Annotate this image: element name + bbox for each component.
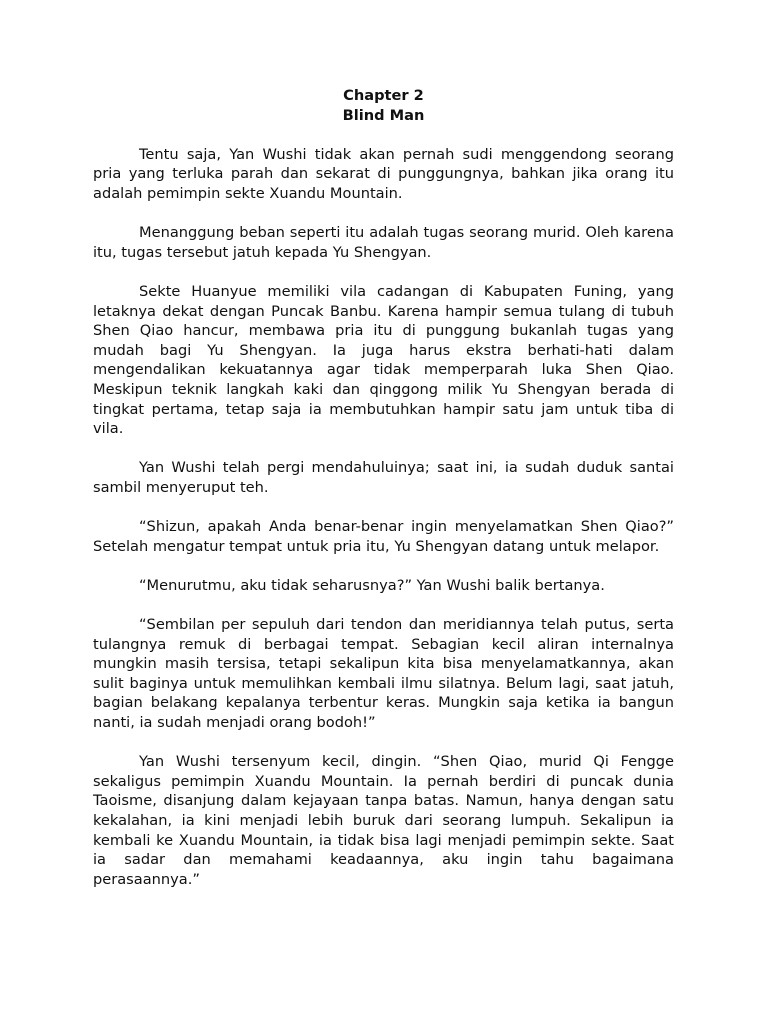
chapter-title: Blind Man <box>342 106 425 124</box>
paragraph: “Sembilan per sepuluh dari tendon dan meridiannya telah putus, serta tulangnya remuk di berbagai tempat. Sebagian kecil aliran internalnya mungkin masih tersisa, tetapi sekalipun kita bisa menyelamatkannya, akan sulit baginya untuk memulihkan kembali ilmu silatnya. Belum lagi, saat jatuh, bagian belakang kepalanya terbentur keras. Mungkin saja ketika ia bangun nanti, ia sudah menjadi orang bodoh!” <box>93 616 674 731</box>
paragraph: Sekte Huanyue memiliki vila cadangan di Kabupaten Funing, yang letaknya dekat dengan Puncak Banbu. Karena hampir semua tulang di tubuh Shen Qiao hancur, membawa pria itu di punggung bukanlah tugas yang mudah bagi Yu Shengyan. Ia juga harus ekstra berhati-hati dalam mengendalikan kekuatannya agar tidak memperparah luka Shen Qiao. Meskipun teknik langkah kaki dan qinggong milik Yu Shengyan berada di tingkat pertama, tetap saja ia membutuhkan hampir satu jam untuk tiba di vila. <box>93 282 674 438</box>
paragraph: “Shizun, apakah Anda benar-benar ingin menyelamatkan Shen Qiao?” Setelah mengatur tempat untuk pria itu, Yu Shengyan datang untuk melapor. <box>93 518 674 555</box>
chapter-number: Chapter 2 <box>343 87 424 104</box>
chapter-body <box>93 145 674 890</box>
paragraph: Yan Wushi telah pergi mendahuluinya; saat ini, ia sudah duduk santai sambil menyeruput teh. <box>93 459 674 496</box>
paragraph: “Menurutmu, aku tidak seharusnya?” Yan Wushi balik bertanya. <box>139 576 605 594</box>
document-page <box>93 86 674 909</box>
paragraph: Tentu saja, Yan Wushi tidak akan pernah sudi menggendong seorang pria yang terluka parah dan sekarat di punggungnya, bahkan jika orang itu adalah pemimpin sekte Xuandu Mountain. <box>93 145 674 202</box>
paragraph: Yan Wushi tersenyum kecil, dingin. “Shen Qiao, murid Qi Fengge sekaligus pemimpin Xuandu Mountain. Ia pernah berdiri di puncak dunia Taoisme, disanjung dalam kejayaan tanpa batas. Namun, hanya dengan satu kekalahan, ia kini menjadi lebih buruk dari seorang lumpuh. Sekalipun ia kembali ke Xuandu Mountain, ia tidak bisa lagi menjadi pemimpin sekte. Saat ia sadar dan memahami keadaannya, aku ingin tahu bagaimana perasaannya.” <box>93 753 674 888</box>
paragraph: Menanggung beban seperti itu adalah tugas seorang murid. Oleh karena itu, tugas tersebut jatuh kepada Yu Shengyan. <box>93 224 674 261</box>
